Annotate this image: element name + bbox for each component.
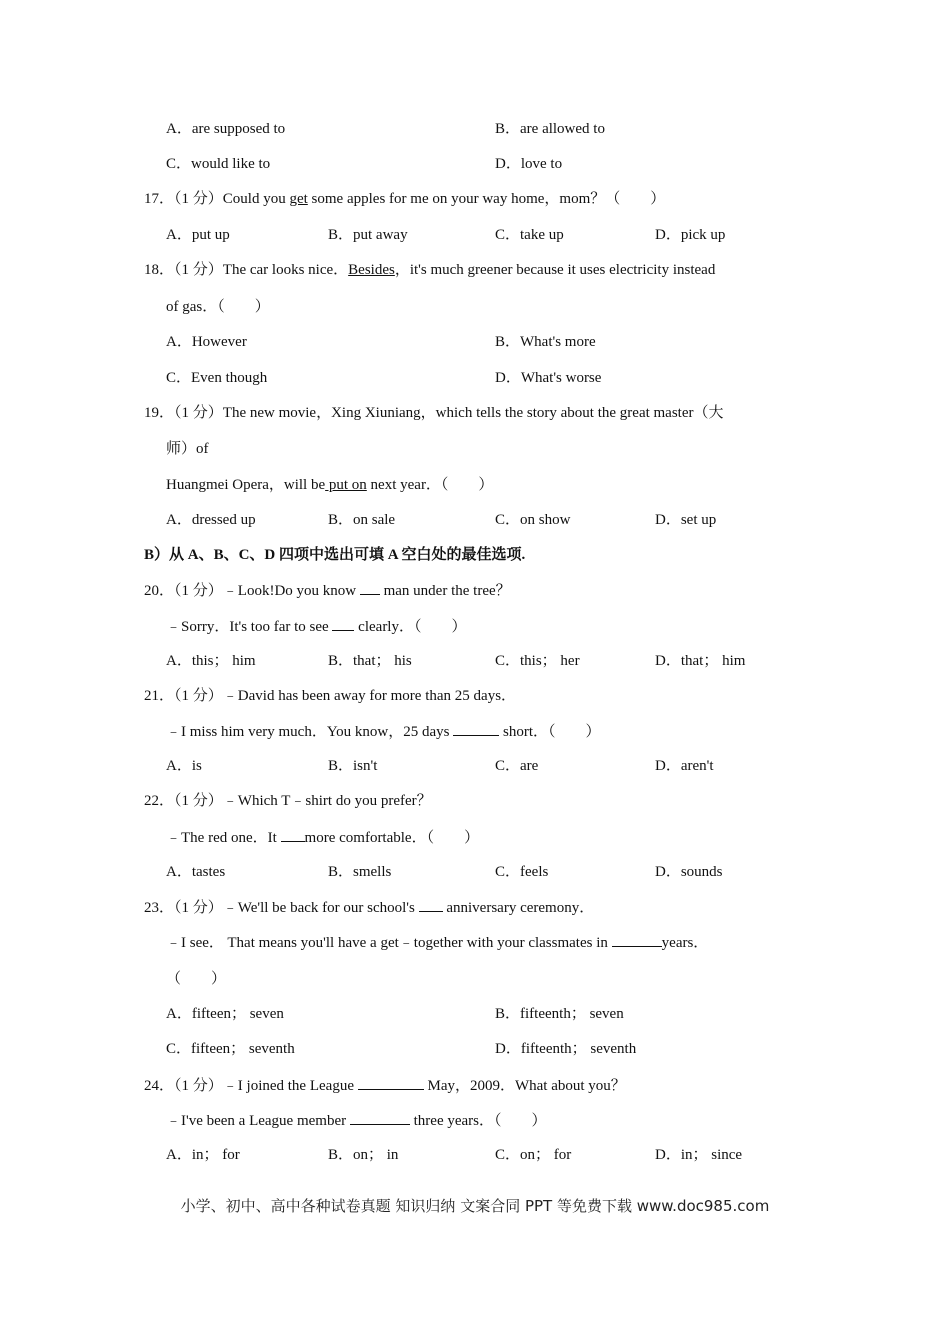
stem-text: ﹣Which T﹣shirt do you prefer？: [222, 793, 432, 809]
q17-option-c: C．take up: [495, 227, 564, 243]
question-number: 21．: [144, 688, 175, 704]
answer-blank: [453, 721, 499, 736]
question-score: （1 分）: [174, 191, 223, 207]
answer-blank: [419, 897, 443, 912]
stem-text: man under the tree？: [379, 583, 511, 599]
question-number: 23．: [144, 900, 175, 916]
stem-text: ﹣I've been a League member: [166, 1113, 350, 1129]
underlined-word: get: [289, 191, 308, 207]
q18-option-c: C．Even though: [166, 370, 268, 386]
answer-blank: [350, 1110, 410, 1125]
q24-option-c: C．on； for: [495, 1147, 572, 1163]
question-score: （1 分）: [174, 900, 223, 916]
q17-option-d: D．pick up: [655, 227, 726, 243]
q24-option-b: B．on； in: [328, 1147, 399, 1163]
stem-text: more comfortable．（ ）: [304, 830, 480, 846]
q21-option-b: B．isn't: [328, 758, 378, 774]
q18-option-a: A．However: [166, 334, 247, 350]
question-19-stem-line2: 师）of: [166, 441, 209, 457]
q23-option-b: B．fifteenth； seven: [495, 1006, 624, 1022]
q16-option-d: D．love to: [495, 156, 563, 172]
stem-text: three years．（ ）: [409, 1113, 547, 1129]
question-23-stem: [144, 897, 594, 917]
stem-text: ﹣I see． That means you'll have a get﹣together with your classmates in: [166, 935, 612, 951]
question-19-stem-line3: [166, 475, 493, 495]
question-21-stem: [144, 686, 516, 706]
question-20-response: [166, 616, 466, 636]
q20-option-c: C．this； her: [495, 653, 580, 669]
q21-option-a: A．is: [166, 758, 202, 774]
question-24-response: [166, 1110, 547, 1130]
question-23-response: [166, 932, 708, 952]
question-number: 20．: [144, 583, 175, 599]
page-footer: 小学、初中、高中各种试卷真题 知识归纳 文案合同 PPT 等免费下载 www.doc985.com: [180, 1197, 770, 1215]
stem-text: years．: [661, 935, 709, 951]
question-18-stem-line2: of gas．（ ）: [166, 299, 270, 315]
q23-option-c: C．fifteen； seventh: [166, 1041, 295, 1057]
question-20-stem: [144, 580, 511, 600]
question-19-stem: [144, 403, 724, 423]
q22-option-a: A．tastes: [166, 864, 226, 880]
stem-text: ﹣Sorry．It's too far to see: [166, 619, 333, 635]
question-number: 17．: [144, 191, 175, 207]
q19-option-c: C．on show: [495, 512, 571, 528]
question-17-stem: [144, 189, 665, 209]
q24-option-d: D．in； since: [655, 1147, 743, 1163]
q19-option-d: D．set up: [655, 512, 717, 528]
underlined-word: Besides: [348, 262, 395, 278]
q16-option-c: C．would like to: [166, 156, 271, 172]
answer-blank: [358, 1075, 424, 1090]
q18-option-b: B．What's more: [495, 334, 596, 350]
q18-option-d: D．What's worse: [495, 370, 602, 386]
q22-option-c: C．feels: [495, 864, 549, 880]
stem-text: Could you: [222, 191, 290, 207]
underlined-phrase: put on: [325, 477, 367, 493]
stem-text: ﹣The red one．It: [166, 830, 281, 846]
stem-text: anniversary ceremony．: [442, 900, 595, 916]
q21-option-d: D．aren't: [655, 758, 714, 774]
q16-option-a: A．are supposed to: [166, 121, 286, 137]
stem-text: ﹣I joined the League: [222, 1078, 358, 1094]
question-number: 22．: [144, 793, 175, 809]
stem-text: ﹣Look!Do you know: [222, 583, 360, 599]
question-score: （1 分）: [174, 262, 223, 278]
q20-option-a: A．this； him: [166, 653, 256, 669]
stem-text: ，it's much greener because it uses electricity instead: [394, 262, 716, 278]
q19-option-b: B．on sale: [328, 512, 396, 528]
question-score: （1 分）: [174, 688, 223, 704]
stem-text: May，2009．What about you？: [423, 1078, 626, 1094]
question-score: （1 分）: [174, 793, 223, 809]
question-number: 18．: [144, 262, 175, 278]
stem-text: The new movie，Xing Xiuniang，which tells the story about the great master（大: [222, 405, 724, 421]
question-22-response: [166, 827, 479, 847]
question-18-stem: [144, 260, 715, 280]
stem-text: ﹣I miss him very much．You know，25 days: [166, 724, 454, 740]
question-23-response-line2: （ ）: [166, 971, 227, 987]
q16-option-b: B．are allowed to: [495, 121, 605, 137]
q22-option-d: D．sounds: [655, 864, 723, 880]
q17-option-b: B．put away: [328, 227, 408, 243]
q17-option-a: A．put up: [166, 227, 230, 243]
stem-text: clearly．（ ）: [354, 619, 467, 635]
q22-option-b: B．smells: [328, 864, 392, 880]
stem-text: Huangmei Opera，will be: [166, 477, 326, 493]
q20-option-d: D．that； him: [655, 653, 746, 669]
question-24-stem: [144, 1075, 626, 1095]
question-score: （1 分）: [174, 405, 223, 421]
q21-option-c: C．are: [495, 758, 539, 774]
question-21-response: [166, 721, 601, 741]
stem-text: ﹣David has been away for more than 25 days．: [222, 688, 517, 704]
question-22-stem: [144, 791, 432, 811]
stem-text: ﹣We'll be back for our school's: [222, 900, 419, 916]
answer-blank: [332, 616, 354, 631]
stem-text: The car looks nice．: [222, 262, 349, 278]
stem-text: short．（ ）: [499, 724, 601, 740]
question-number: 19．: [144, 405, 175, 421]
answer-blank: [612, 932, 662, 947]
section-b-heading: B）从 A、B、C、D 四项中选出可填 A 空白处的最佳选项.: [144, 547, 526, 563]
q23-option-d: D．fifteenth； seventh: [495, 1041, 637, 1057]
question-number: 24．: [144, 1078, 175, 1094]
stem-text: some apples for me on your way home，mom？（ ）: [307, 191, 666, 207]
answer-blank: [360, 580, 380, 595]
question-score: （1 分）: [174, 1078, 223, 1094]
q24-option-a: A．in； for: [166, 1147, 240, 1163]
q20-option-b: B．that； his: [328, 653, 412, 669]
q23-option-a: A．fifteen； seven: [166, 1006, 284, 1022]
q19-option-a: A．dressed up: [166, 512, 256, 528]
stem-text: next year．（ ）: [366, 477, 494, 493]
answer-blank: [281, 827, 305, 842]
question-score: （1 分）: [174, 583, 223, 599]
